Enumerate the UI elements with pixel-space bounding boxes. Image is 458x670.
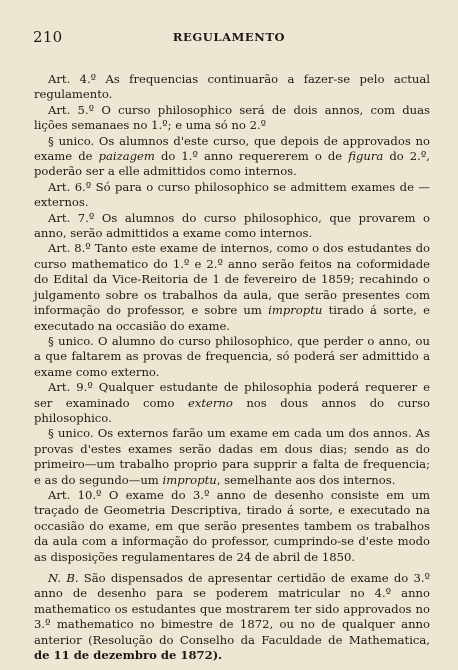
text-run: Art. 8.º Tanto este exame de internos, como o dos estudantes do curso mathematico do 1.º e 2.º anno serão feitos na coformidade do Edital da Vice-Reitoria de 1 de fevereiro de 1859; recahindo o julgamento sobre os trabalhos da aula, que serão presentes com informação do professor, e sobre um: [34, 241, 430, 318]
running-title: REGULAMENTO: [172, 30, 286, 44]
text-run: § unico. O alumno do curso philosophico, que perder o anno, ou a que faltarem as provas de frequencia, só poderá ser admittido a exame como externo.: [34, 333, 430, 379]
paragraph-art-4: [34, 72, 430, 103]
paragraph-art-6: [34, 180, 430, 211]
paragraph-art-8-unico: [34, 334, 430, 380]
paragraph-art-7: [34, 211, 430, 242]
text-run: Art. 10.º O exame do 3.º anno de desenho consiste em um traçado de Geometria Descriptiva, tirado á sorte, e executado na occasião do exame, em que serão presentes tambem os trabalhos da aula com a informação do professor, cumprindo-se d'este modo as disposições regulamentares de 24 de abril de 1850.: [34, 487, 430, 564]
body-text: [34, 72, 430, 663]
text-run: do 2.º, poderão ser a elle admittidos como internos.: [34, 149, 430, 179]
italic-term: improptu: [162, 472, 217, 487]
text-run: Art. 9.º Qualquer estudante de philosophia poderá requerer e ser examinado como: [34, 380, 430, 410]
paragraph-art-9-unico: [34, 426, 430, 488]
italic-term: externo: [187, 395, 233, 410]
nota-bene-paragraph: [34, 571, 430, 663]
text-run: Art. 5.º O curso philosophico será de dois annos, com duas lições semanaes no 1.º; e uma só no 2.º: [34, 102, 430, 133]
paragraph-art-9: [34, 380, 430, 426]
page-header: [0, 28, 458, 50]
text-run: nos dous annos do curso philosophico.: [34, 395, 430, 425]
text-run: Art. 6.º Só para o curso philosophico se admittem exames de —externos.: [34, 179, 430, 210]
text-run: tirado á sorte, e executado na occasião do exame.: [34, 303, 430, 333]
text-run: § unico. Os externos farão um exame em cada um dos annos. As provas d'estes exames serão dadas em dous dias; sendo as do primeiro—um trabalho proprio para supprir a falta de frequencia; e as do segundo—um: [34, 426, 430, 487]
italic-term: paizagem: [98, 149, 155, 164]
paragraph-art-5-unico: [34, 134, 430, 180]
paragraph-art-5: [34, 103, 430, 134]
resolution-date: de 11 de dezembro de 1872).: [34, 648, 223, 663]
paragraph-art-8: [34, 241, 430, 333]
page-number: 210: [33, 28, 63, 46]
text-run: Art. 7.º Os alumnos do curso philosophico, que provarem o anno, serão admittidos a exame como internos.: [34, 210, 430, 241]
text-run: Art. 4.º As frequencias continuarão a fazer-se pelo actual regulamento.: [34, 72, 430, 102]
text-run: , semelhante aos dos internos.: [216, 472, 396, 487]
italic-term: figura: [348, 149, 384, 164]
text-run: São dispensados de apresentar certidão de exame do 3.º anno de desenho para se poderem matricular no 4.º anno mathematico os estudantes que mostrarem ter sido approvados no 3.º mathematico no bimestre de 1872, ou no de qualquer anno anterior (Resolução do Conselho da Faculdade de Mathematica,: [34, 571, 430, 647]
paragraph-art-10: [34, 488, 430, 565]
text-run: § unico. Os alumnos d'este curso, que depois de approvados no exame de: [34, 133, 430, 164]
text-run: do 1.º anno requererem o de: [154, 149, 349, 164]
nota-bene-label: N. B.: [48, 571, 79, 585]
italic-term: improptu: [268, 303, 323, 318]
